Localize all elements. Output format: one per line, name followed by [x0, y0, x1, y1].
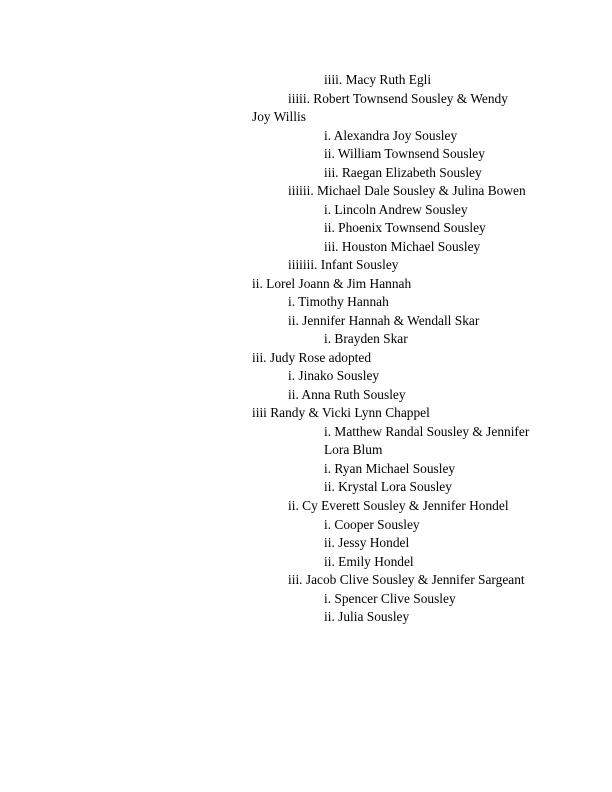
- list-item: iii. Raegan Elizabeth Sousley: [324, 165, 482, 180]
- list-item: iii. Houston Michael Sousley: [324, 239, 481, 254]
- list-item: iii. Judy Rose adopted: [252, 350, 372, 365]
- list-item: i. Ryan Michael Sousley: [324, 461, 456, 476]
- list-item: iiii Randy & Vicki Lynn Chappel: [252, 405, 430, 420]
- list-item: Lora Blum: [324, 442, 383, 457]
- list-item: Joy Willis: [252, 109, 306, 124]
- list-item: ii. William Townsend Sousley: [324, 146, 485, 161]
- list-item: ii. Lorel Joann & Jim Hannah: [252, 276, 412, 291]
- list-item: iiiiiii. Infant Sousley: [288, 257, 399, 272]
- list-item: i. Jinako Sousley: [288, 368, 380, 383]
- list-item: ii. Julia Sousley: [324, 609, 410, 624]
- list-item: ii. Jennifer Hannah & Wendall Skar: [288, 313, 480, 328]
- list-item: iiiii. Robert Townsend Sousley & Wendy: [288, 91, 508, 106]
- list-item: ii. Anna Ruth Sousley: [288, 387, 406, 402]
- list-item: iiiiii. Michael Dale Sousley & Julina Bowen: [288, 183, 526, 198]
- list-item: iii. Jacob Clive Sousley & Jennifer Sargeant: [288, 572, 525, 587]
- list-item: ii. Cy Everett Sousley & Jennifer Hondel: [288, 498, 509, 513]
- list-item: i. Spencer Clive Sousley: [324, 591, 456, 606]
- list-item: i. Timothy Hannah: [288, 294, 389, 309]
- list-item: i. Alexandra Joy Sousley: [324, 128, 458, 143]
- list-item: i. Cooper Sousley: [324, 517, 420, 532]
- list-item: i. Matthew Randal Sousley & Jennifer: [324, 424, 530, 439]
- list-item: iiii. Macy Ruth Egli: [324, 72, 432, 87]
- list-item: i. Lincoln Andrew Sousley: [324, 202, 468, 217]
- list-item: ii. Jessy Hondel: [324, 535, 410, 550]
- list-item: ii. Emily Hondel: [324, 554, 414, 569]
- list-item: i. Brayden Skar: [324, 331, 408, 346]
- list-item: ii. Krystal Lora Sousley: [324, 479, 452, 494]
- list-item: ii. Phoenix Townsend Sousley: [324, 220, 486, 235]
